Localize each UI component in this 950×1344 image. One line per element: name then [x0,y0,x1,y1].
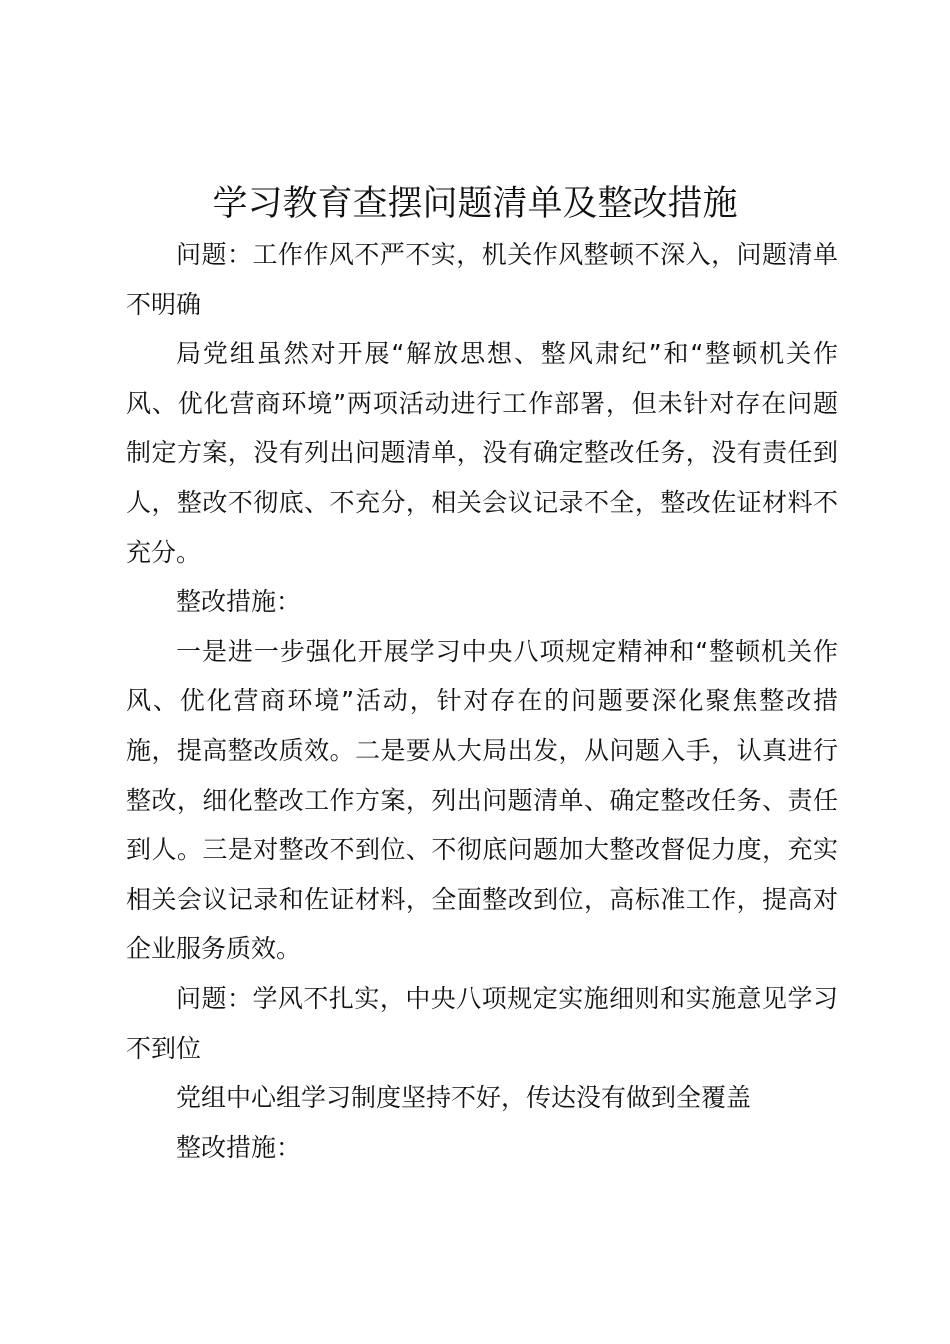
problem-heading-1: 问题：工作作风不严不实，机关作风整顿不深入，问题清单不明确 [126,240,838,319]
document-body [126,230,838,1172]
problem-description-1: 局党组虽然对开展“解放思想、整风肃纪”和“整顿机关作风、优化营商环境”两项活动进行工作部署，但未针对存在问题制定方案，没有列出问题清单，没有确定整改任务，没有责任到人，整改不彻底、不充分，相关会议记录不全，整改佐证材料不充分。 [126,339,838,567]
problem-description-2: 党组中心组学习制度坚持不好，传达没有做到全覆盖 [176,1083,752,1113]
measures-heading-2: 整改措施： [176,1132,302,1162]
measures-heading-1: 整改措施： [176,587,302,617]
measures-description-1: 一是进一步强化开展学习中央八项规定精神和“整顿机关作风、优化营商环境”活动，针对存在的问题要深化聚焦整改措施，提高整改质效。二是要从大局出发，从问题入手，认真进行整改，细化整改工作方案，列出问题清单、确定整改任务、责任到人。三是对整改不到位、不彻底问题加大整改督促力度，充实相关会议记录和佐证材料，全面整改到位，高标准工作，提高对企业服务质效。 [126,636,838,964]
problem-heading-2: 问题：学风不扎实，中央八项规定实施细则和实施意见学习不到位 [126,983,838,1063]
document-title: 学习教育查摆问题清单及整改措施 [212,184,738,224]
